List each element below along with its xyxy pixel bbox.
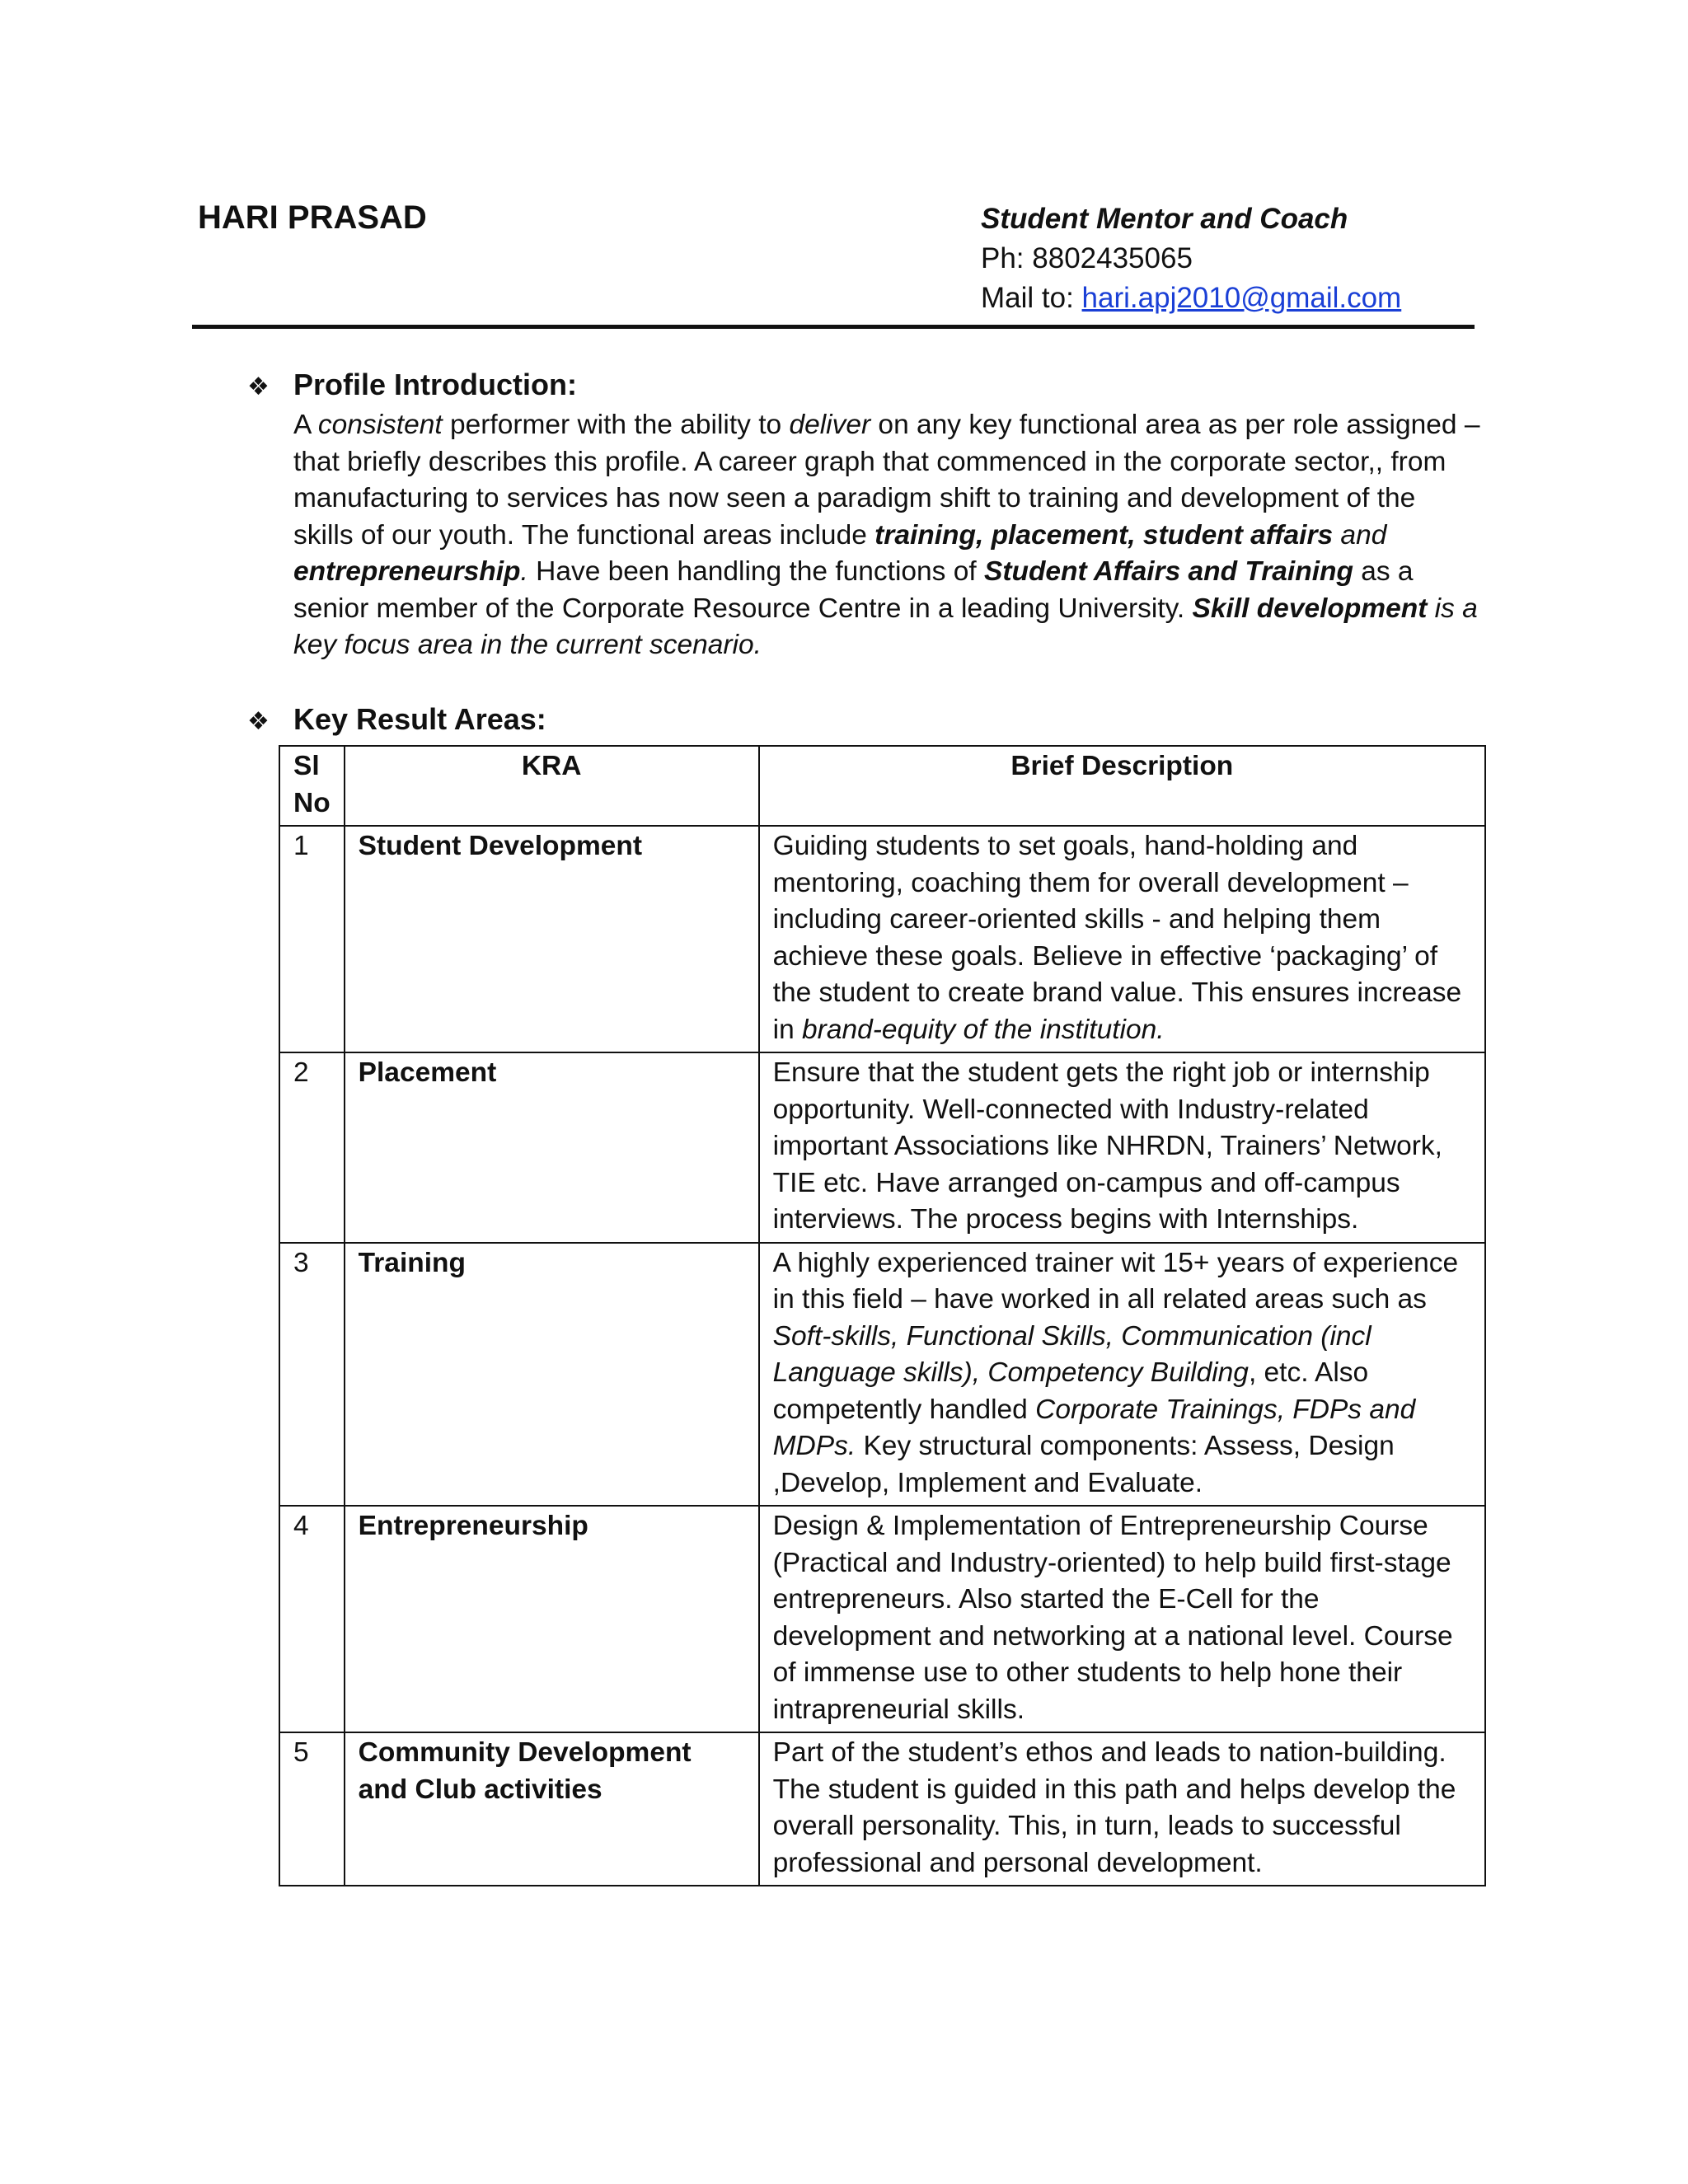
text-segment: is a key focus area in the current scenario. bbox=[293, 593, 1478, 660]
text-segment: Ensure that the student gets the right job or internship opportunity. Well-connected with Industry-related important Associations like NHRDN, Trainers’ Network, TIE etc. Have arranged on-campus and off-campus interviews. The process begins with Internships. bbox=[772, 1057, 1442, 1235]
text-segment: on any key functional area as per role assigned – that briefly describes this profile. A career graph that commenced in the corporate sector,, from manufacturing to services has now seen a paradigm shift to training and development of the skills of our youth. The functional areas include bbox=[293, 410, 1480, 551]
kra-table-body bbox=[279, 826, 1485, 1886]
mail-label: Mail to: bbox=[981, 282, 1074, 314]
text-segment: Part of the student’s ethos and leads to nation-building. The student is guided in this path and helps develop the overall personality. This, in turn, leads to successful professional and personal development. bbox=[772, 1737, 1456, 1878]
header-divider bbox=[192, 325, 1475, 329]
text-segment: consistent bbox=[317, 410, 443, 440]
profile-section-heading bbox=[247, 368, 577, 402]
row-kra-name: Placement bbox=[345, 1052, 759, 1243]
text-segment: Student Affairs and Training bbox=[983, 556, 1353, 587]
kra-table-header-row bbox=[279, 746, 1485, 826]
diamond-bullet-icon: ❖ bbox=[247, 708, 270, 735]
text-segment: A bbox=[293, 410, 318, 440]
table-row bbox=[279, 1506, 1485, 1732]
profile-introduction-text bbox=[293, 407, 1480, 664]
text-segment: Soft-skills, Functional Skills, Communication (incl Language skills), Competency Building bbox=[772, 1320, 1372, 1388]
text-segment: performer with the ability to bbox=[442, 410, 790, 440]
text-segment: , etc. Also competently handled bbox=[772, 1357, 1369, 1425]
column-header-brief-description: Brief Description bbox=[759, 746, 1485, 826]
text-segment: Guiding students to set goals, hand-holding and mentoring, coaching them for overall development – including career-oriented skills - and helping them achieve these goals. Believe in effective ‘packaging’ of the student to create brand value. This ensures increase in bbox=[772, 831, 1462, 1045]
email-link[interactable]: hari.apj2010@gmail.com bbox=[1081, 282, 1402, 314]
text-segment: and bbox=[1333, 519, 1387, 551]
text-segment: Corporate Trainings, FDPs and MDPs. bbox=[772, 1394, 1416, 1461]
row-serial-number: 1 bbox=[279, 826, 345, 1052]
row-serial-number: 5 bbox=[279, 1732, 345, 1886]
text-segment: brand-equity of the institution. bbox=[802, 1014, 1165, 1045]
row-brief-description bbox=[759, 1243, 1485, 1507]
text-segment: Key structural components: Assess, Design ,Develop, Implement and Evaluate. bbox=[772, 1431, 1395, 1498]
row-brief-description bbox=[759, 826, 1485, 1052]
candidate-name: HARI PRASAD bbox=[198, 199, 427, 236]
text-segment: Skill development bbox=[1192, 593, 1428, 624]
row-serial-number: 4 bbox=[279, 1506, 345, 1732]
text-segment: Have been handling the functions of bbox=[528, 556, 984, 587]
table-row bbox=[279, 1732, 1485, 1886]
row-serial-number: 2 bbox=[279, 1052, 345, 1243]
column-header-sl-no: Sl No bbox=[279, 746, 345, 826]
kra-section-heading bbox=[247, 702, 546, 737]
profile-heading-text: Profile Introduction: bbox=[293, 368, 577, 401]
row-kra-name: Student Development bbox=[345, 826, 759, 1052]
phone-number: Ph: 8802435065 bbox=[981, 242, 1193, 274]
text-segment: Design & Implementation of Entrepreneurship Course (Practical and Industry-oriented) to help build first-stage entrepreneurs. Also started the E-Cell for the development and networking at a national level. Course of immense use to other students to help hone their intrapreneurial skills. bbox=[772, 1511, 1453, 1725]
text-segment: deliver bbox=[789, 410, 871, 440]
table-row bbox=[279, 826, 1485, 1052]
column-header-kra: KRA bbox=[345, 746, 759, 826]
text-segment: training, placement, student affairs bbox=[874, 519, 1334, 551]
contact-block bbox=[981, 199, 1401, 318]
job-role: Student Mentor and Coach bbox=[981, 203, 1348, 235]
table-row bbox=[279, 1243, 1485, 1507]
row-brief-description bbox=[759, 1506, 1485, 1732]
row-brief-description bbox=[759, 1052, 1485, 1243]
diamond-bullet-icon: ❖ bbox=[247, 373, 270, 401]
kra-heading-text: Key Result Areas: bbox=[293, 702, 546, 736]
row-brief-description bbox=[759, 1732, 1485, 1886]
table-row bbox=[279, 1052, 1485, 1243]
text-segment: . bbox=[520, 556, 528, 587]
row-serial-number: 3 bbox=[279, 1243, 345, 1507]
row-kra-name: Community Development and Club activities bbox=[345, 1732, 759, 1886]
text-segment: as a senior member of the Corporate Resource Centre in a leading University. bbox=[293, 556, 1414, 624]
row-kra-name: Entrepreneurship bbox=[345, 1506, 759, 1732]
kra-table bbox=[279, 745, 1486, 1886]
row-kra-name: Training bbox=[345, 1243, 759, 1507]
email-line bbox=[981, 279, 1401, 318]
text-segment: entrepreneurship bbox=[293, 556, 521, 587]
text-segment: A highly experienced trainer wit 15+ years of experience in this field – have worked in all related areas such as bbox=[772, 1247, 1459, 1315]
